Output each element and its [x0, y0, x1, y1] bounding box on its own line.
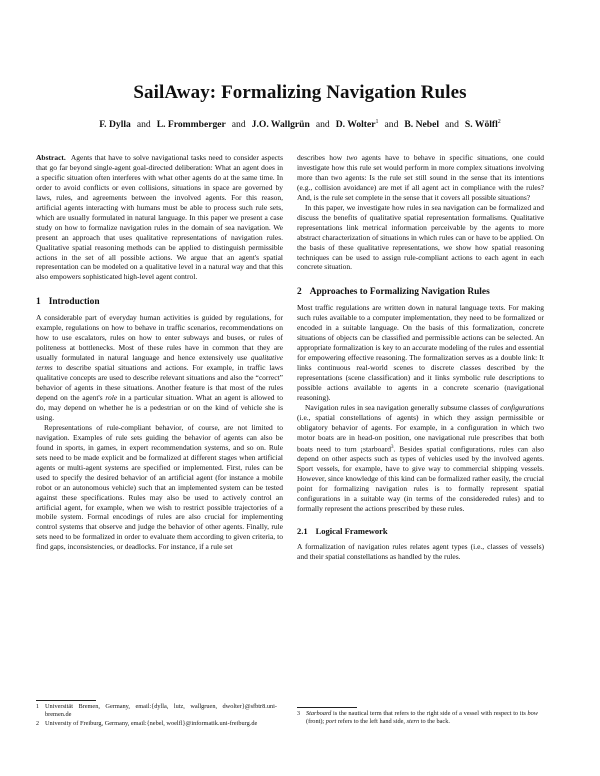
author-name: B. Nebel: [404, 119, 440, 131]
author-list: [0, 119, 600, 130]
approaches-paragraph-2: Navigation rules in sea navigation generally subsume classes of configurations (i.e., spatial constellations of agents) in which they assign permissible or obligatory behavior of agents. For example, in a configuration in which two motor boats are in head-on position, one navigational rule prescribes that both boats need to turn ¡starboard$^3$. Besides spatial configurations, rules can also depend on other aspects such as types of vehicles used by the involved agents. Sport vessels, for example, have to give way to commercial shipping vessels. However, since knowledge of this kind can be formalized rather easily, the crucial point for formalizing navigation rules is to formally represent spatial configurations in a suitable way (in terms of the considereded rules) and to formally represent the actions prescribed by these rules.: [297, 402, 544, 513]
abstract-heading: Abstract.: [36, 153, 66, 162]
intro-paragraph-3: In this paper, we investigate how rules in sea navigation can be formalized and discuss the benefits of qualitative spatial representation formalisms. Qualitative representations link metrical information perceivable by the agents to more abstract characterization of situations in which rules can or have to be applied. On the basis of these qualitative representations, we show how spatial reasoning techniques can be used to assign rule-compliant actions to each agent in each concrete situation.: [297, 202, 544, 272]
footnote-3: 3 Starboard is the nautical term that refers to the right side of a vessel with respect to its bow (front); port refers to the left hand side, stern to the back.: [297, 710, 538, 726]
footnote-1: 1 Universität Bremen, Germany, email:{dylla, lutz, wallgruen, dwolter}@sfbtr8.uni-bremen.de: [36, 703, 277, 719]
and-separator: and: [384, 119, 399, 131]
abstract: [36, 153, 283, 282]
author-name: F. Dylla: [99, 119, 131, 131]
approaches-paragraph-1: Most traffic regulations are written down in natural language texts. For making such rules available to a computer implementation, they need to be formalized or encoded in a suitable language. On the basis of this formalization, concrete situations of objects can be classified and permissible actions can be selected. An appropriate formalization is key to an accurate modeling of the rules and essential for empowering effective reasoning. The formalization serves as a double link: It links continuous real-world scenes to discrete classes described by the representations (scene classification) and it links symbolic rule descriptions to possible actions available to agents in a concrete scenario (navigational reasoning).: [297, 303, 544, 403]
and-separator: and: [315, 119, 330, 131]
left-column: [36, 153, 283, 552]
intro-continuation: describes how two agents have to behave in specific situations, one could investigate how this rule set would perform in more complex situations involving more than two agents: Is the rule set still sound in the sense that its intentions (e.g., collision avoidance) are met if all agent act in compliance with the rules? And, is the rule set complete in the sense that it covers all possible situations?: [297, 153, 544, 202]
affiliation-mark: 1: [375, 119, 379, 125]
author-name: J.O. Wallgrün: [251, 119, 310, 131]
author-name: S. Wölfl: [464, 119, 498, 131]
affiliation-mark: 2: [497, 119, 501, 125]
and-separator: and: [231, 119, 246, 131]
subsection-heading-logical-framework: 2.1 Logical Framework: [297, 525, 388, 536]
footnote-rule: [297, 707, 357, 708]
paper-title: SailAway: Formalizing Navigation Rules: [133, 82, 467, 103]
footnote-rule: [36, 700, 96, 701]
right-column: [297, 153, 544, 562]
abstract-text: Agents that have to solve navigational tasks need to consider aspects that go far beyond single-agent goal-directed deliberation: What an agent does in a specific situation often interferes with what other agents do at the same time. In order to avoid conflicts or even collisions, situations in space are governed by laws, rules, and agreements between the involved agents. For this reason, artificial agents interacting with humans must be able to process such rule sets, which are usually formulated in natural language. In this paper we present a case study on how to formalize navigation rules in the domain of sea navigation. We present an approach that uses qualitative representations of navigation rules. Qualitative spatial reasoning methods can be applied to distinguish permissible actions in the set of all possible actions. We argue that an agent's spatial representation can be modeled on a qualitative level in a natural way and that this also empowers sophisticated high-level agent control.: [36, 153, 283, 282]
author-name: D. Wolter: [335, 119, 376, 131]
author-name: L. Frommberger: [156, 119, 226, 131]
intro-paragraph-1: A considerable part of everyday human activities is guided by regulations, for example, regulations on how to behave in traffic scenarios, recommendations on how to use escalators, rules on how to enter subways and buses, or rules of politeness at bottlenecks. Most of these rules have in common that they are usually formulated in natural language and hence extensively use qualitative terms to describe spatial situations and actions. For example, in traffic laws qualitative concepts are used to describe relevant situations and also the “correct” behavior of agents in these situations. Another feature is that most of the rules depend on the agent's role in a particular situation. What an agent is allowed to do, may depend on whether he is a pedestrian or on the kind of vehicle she is using.: [36, 313, 283, 422]
section-heading-introduction: 1 Introduction: [36, 297, 100, 308]
and-separator: and: [136, 119, 151, 131]
footnotes-left: [36, 703, 283, 728]
footnote-2: 2 University of Freiburg, Germany, email:{nebel, woelfl}@informatik.uni-freiburg.de: [36, 719, 258, 727]
logical-framework-paragraph-1: A formalization of navigation rules relates agent types (i.e., classes of vessels) and their spatial constellations as handled by the rules.: [297, 541, 544, 561]
intro-paragraph-2: Representations of rule-compliant behavior, of course, are not limited to navigation. Examples of rule sets guiding the behavior of agents can also be found in sports, in games, in expert recommendation systems, and so on. Rule sets need to be made explicit and be formalized at different stages when artificial agents or multi-agent systems are specified or implemented. First, rules can be used to specify the desired behavior of an artificial agent (for instance a mobile robot or an autonomous vehicle) such that an implemented system can be tested against these specifications. Rules may also be used to actively control an artificial agent, for example, when we wish to restrict possible trajectories of a mobile system. Formal encodings of rules are also crucial for implementing control systems that observe and judge the behavior of other agents. Finally, rule sets need to be formalized in order to evaluate them according to given criteria, to find gaps, inconsistencies, or deadlocks. For instance, if a rule set: [36, 422, 283, 552]
section-heading-approaches: 2 Approaches to Formalizing Navigation Rules: [297, 287, 490, 298]
and-separator: and: [445, 119, 459, 131]
